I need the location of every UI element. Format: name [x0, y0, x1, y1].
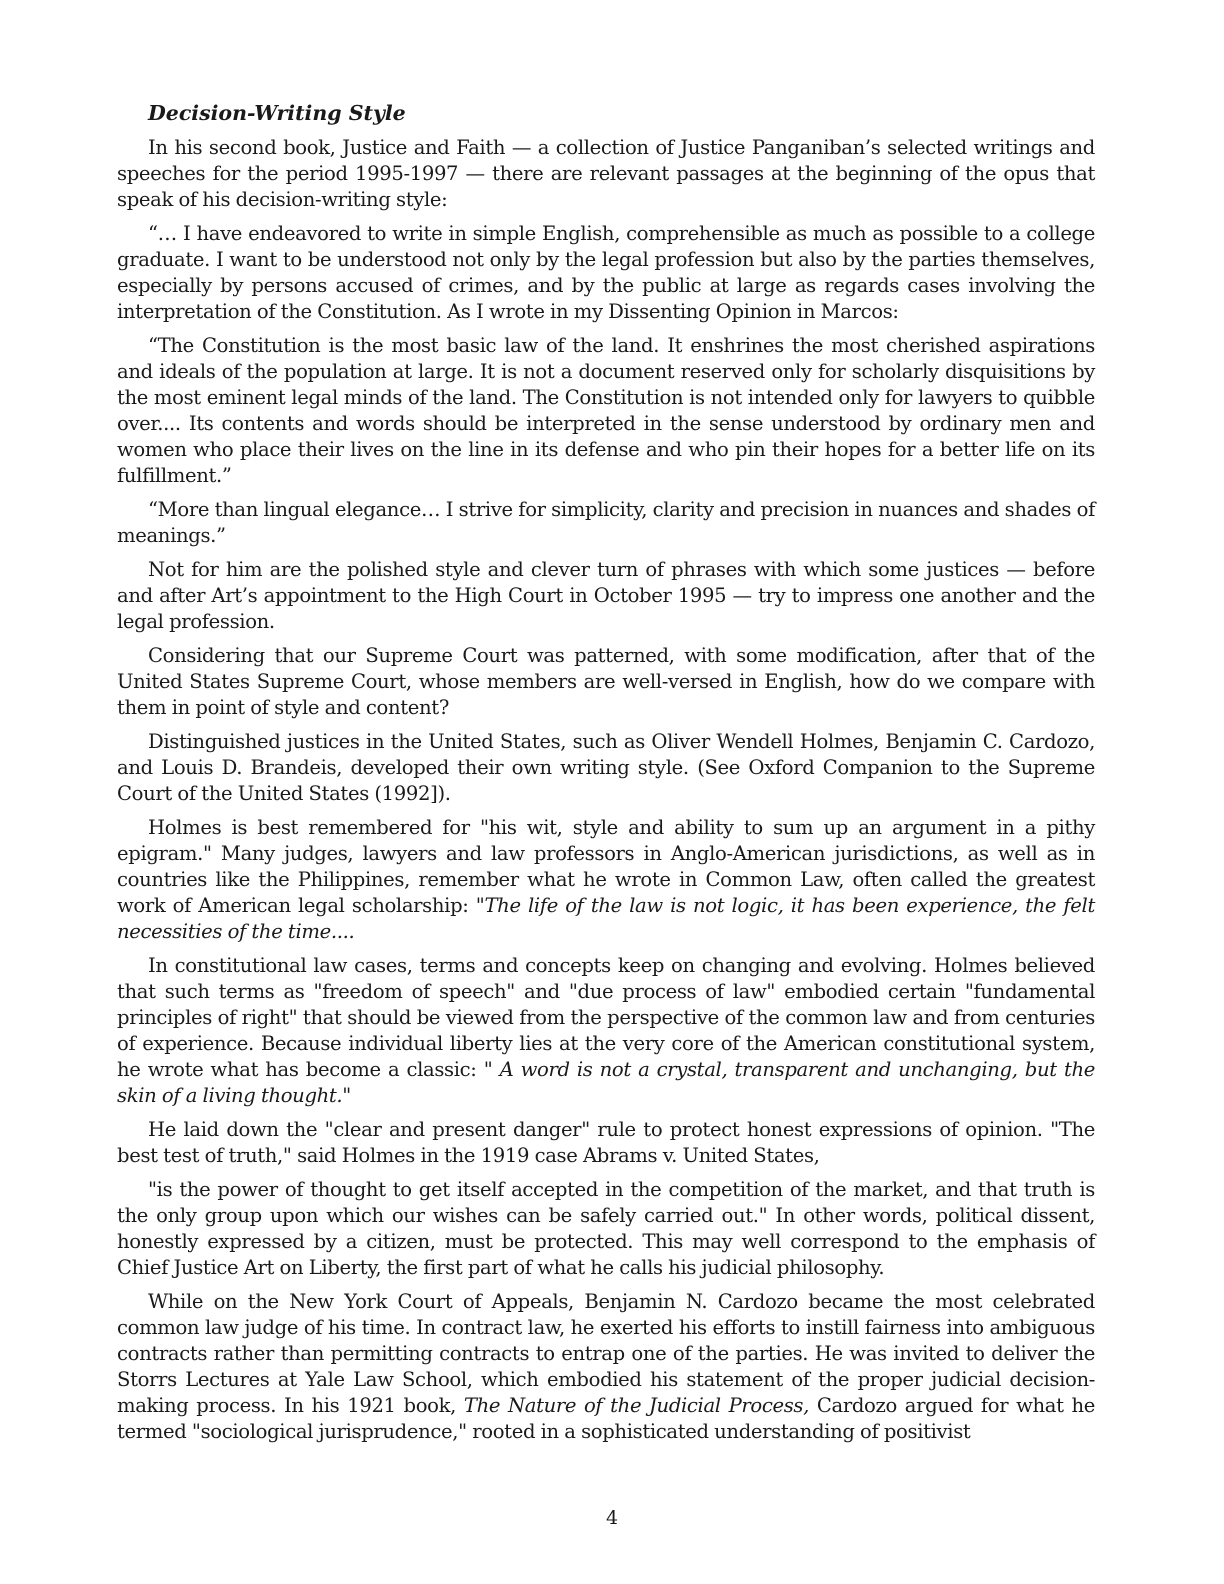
- paragraph-text: Holmes is best remembered for "his wit, style and ability to sum up an argument in a pithy epigram." Many judges, lawyers and law professors in Anglo-American jurisdictions, as well as in countries like the Philippines, remember what he wrote in Common Law, often called the greatest work of American legal scholarship:: [117, 816, 1095, 917]
- paragraph-text-tail: Cardozo argued for what he termed "sociological jurisprudence," rooted in a sophisticated understanding of positivist: [117, 1394, 1095, 1443]
- paragraph-text: In constitutional law cases, terms and concepts keep on changing and evolving. Holmes believed that such terms as "freedom of speech" and "due process of law" embodied certain "fundamental principles of right" that should be viewed from the perspective of the common law and from centuries of experience. Because individual liberty lies at the very core of the American constitutional system, he wrote what has become a classic: ": [117, 954, 1095, 1081]
- paragraph: "is the power of thought to get itself accepted in the competition of the market, and that truth is the only group upon which our wishes can be safely carried out." In other words, political dissent, honestly expressed by a citizen, must be protected. This may well correspond to the emphasis of Chief Justice Art on Liberty, the first part of what he calls his judicial philosophy.: [117, 1178, 1095, 1279]
- paragraph: In his second book, Justice and Faith — a collection of Justice Panganiban’s selected writings and speeches for the period 1995-1997 — there are relevant passages at the beginning of the opus that speak of his decision-writing style:: [117, 136, 1095, 211]
- italic-quote: A word is not a crystal, transparent and unchanging, but the skin of a living thought.": [117, 1058, 1095, 1107]
- paragraph: [117, 1289, 1095, 1445]
- quote-paragraph: “More than lingual elegance… I strive for simplicity, clarity and precision in nuances and shades of meanings.”: [117, 498, 1095, 547]
- section-heading: Decision-Writing Style: [148, 101, 406, 125]
- paragraph: [117, 953, 1095, 1109]
- page-number: 4: [605, 1507, 619, 1529]
- paragraph: Considering that our Supreme Court was patterned, with some modification, after that of the United States Supreme Court, whose members are well-versed in English, how do we compare with them in point of style and content?: [117, 644, 1095, 719]
- paragraph: He laid down the "clear and present danger" rule to protect honest expressions of opinion. "The best test of truth," said Holmes in the 1919 case Abrams v. United States,: [117, 1118, 1095, 1167]
- paragraph-text: While on the New York Court of Appeals, Benjamin N. Cardozo became the most celebrated common law judge of his time. In contract law, he exerted his efforts to instill fairness into ambiguous contracts rather than permitting contracts to entrap one of the parties. He was invited to deliver the Storrs Lectures at Yale Law School, which embodied his statement of the proper judicial decision-making process. In his 1921 book,: [117, 1290, 1095, 1417]
- book-title: The Nature of the Judicial Process,: [463, 1394, 810, 1417]
- paragraph: Not for him are the polished style and clever turn of phrases with which some justices — before and after Art’s appointment to the High Court in October 1995 — try to impress one another and the legal profession.: [117, 558, 1095, 633]
- quote-paragraph: “The Constitution is the most basic law of the land. It enshrines the most cherished aspirations and ideals of the population at large. It is not a document reserved only for scholarly disquisitions by the most eminent legal minds of the land. The Constitution is not intended only for lawyers to quibble over.... Its contents and words should be interpreted in the sense understood by ordinary men and women who place their lives on the line in its defense and who pin their hopes for a better life on its fulfillment.”: [117, 334, 1095, 487]
- paragraph: Distinguished justices in the United States, such as Oliver Wendell Holmes, Benjamin C. Cardozo, and Louis D. Brandeis, developed their own writing style. (See Oxford Companion to the Supreme Court of the United States (1992]).: [117, 730, 1095, 805]
- paragraph: [117, 815, 1095, 945]
- quote-paragraph: “… I have endeavored to write in simple English, comprehensible as much as possible to a college graduate. I want to be understood not only by the legal profession but also by the parties themselves, especially by persons accused of crimes, and by the public at large as regards cases involving the interpretation of the Constitution. As I wrote in my Dissenting Opinion in Marcos:: [117, 222, 1095, 323]
- italic-quote: "The life of the law is not logic, it has been experience, the felt necessities of the time....: [117, 894, 1095, 943]
- document-page: [117, 100, 1095, 1453]
